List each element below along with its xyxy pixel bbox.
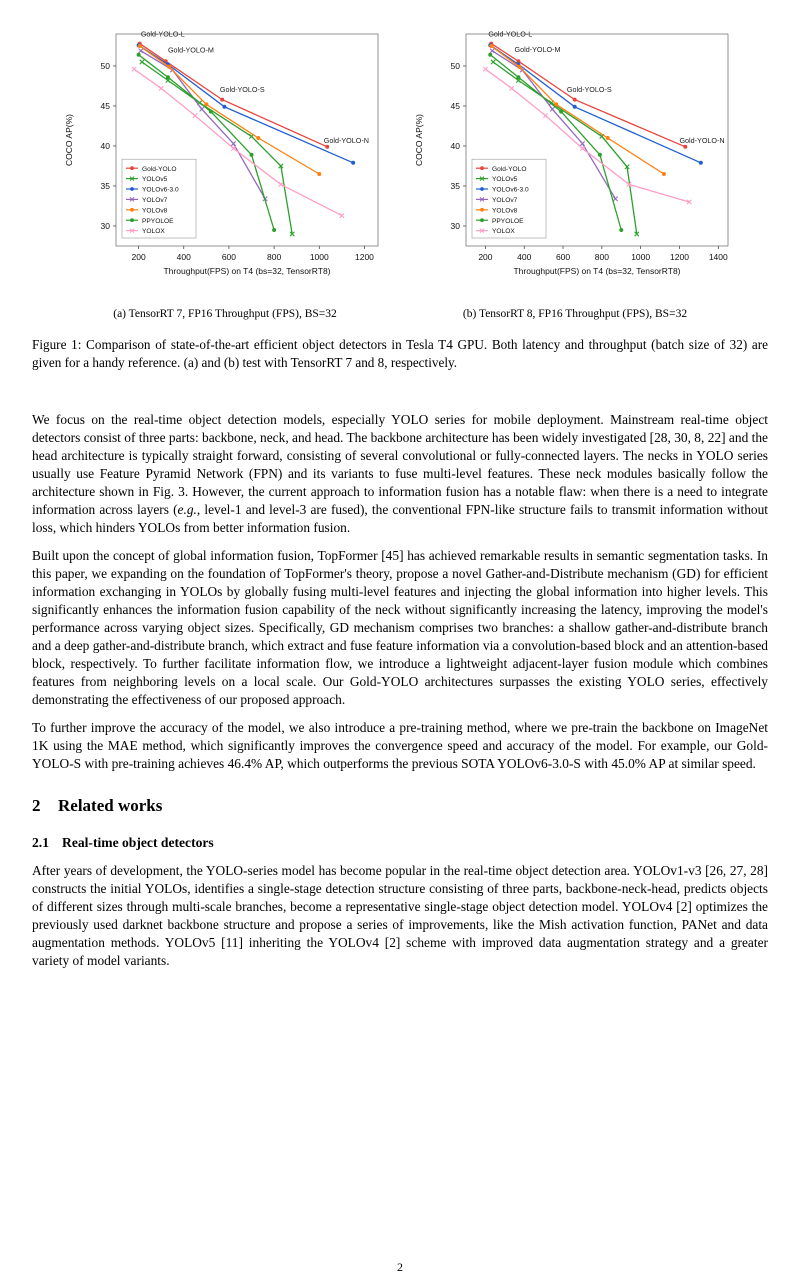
svg-text:45: 45: [450, 101, 460, 111]
svg-text:Gold-YOLO-S: Gold-YOLO-S: [219, 84, 265, 94]
svg-text:Gold-YOLO-L: Gold-YOLO-L: [140, 29, 185, 39]
svg-text:PPYOLOE: PPYOLOE: [142, 217, 174, 225]
page-number: 2: [397, 1260, 403, 1274]
svg-text:Gold-YOLO-S: Gold-YOLO-S: [566, 84, 612, 94]
svg-text:Gold-YOLO: Gold-YOLO: [492, 165, 527, 173]
subsection-title: Real-time object detectors: [62, 834, 214, 850]
svg-text:YOLOv8: YOLOv8: [492, 207, 518, 215]
svg-text:30: 30: [100, 221, 110, 231]
subcaptions: [0, 308, 800, 320]
svg-text:30: 30: [450, 221, 460, 231]
section-heading-2: [32, 795, 768, 818]
svg-text:35: 35: [450, 181, 460, 191]
svg-text:COCO AP(%): COCO AP(%): [414, 114, 424, 166]
paragraph-1-italic: e.g.: [177, 502, 197, 518]
svg-text:YOLOX: YOLOX: [142, 228, 165, 236]
spacer: [0, 371, 800, 411]
svg-text:1200: 1200: [670, 252, 689, 262]
chart-b-svg: [410, 14, 740, 304]
paragraph-4: After years of development, the YOLO-series model has become popular in the real-time object detection area. YOLOv1-v3 [26, 27, 28] constructs the initial YOLOs, identifies a single-stage detection structure consisting of three parts, backbone-neck-head, predicts objects of different sizes through multi-scale branches, become a representative single-stage object detection model. YOLOv4 [2] optimizes the previously used darknet backbone structure and propose a series of improvements, like the Mish activation function, PANet and data augmentation methods. YOLOv5 [11] inheriting the YOLOv4 [2] scheme with improved data augmentation strategy and a greater variety of model variants.: [32, 862, 768, 968]
svg-text:800: 800: [267, 252, 282, 262]
svg-text:Gold-YOLO-M: Gold-YOLO-M: [514, 44, 561, 54]
figure-caption-label: Figure 1:: [32, 337, 82, 352]
svg-text:Throughput(FPS) on T4 (bs=32,: Throughput(FPS) on T4 (bs=32, TensorRT8): [513, 266, 681, 276]
charts-row: [0, 14, 800, 304]
svg-text:PPYOLOE: PPYOLOE: [492, 217, 524, 225]
svg-text:YOLOv6-3.0: YOLOv6-3.0: [142, 186, 179, 194]
paragraph-2: Built upon the concept of global information fusion, TopFormer [45] has achieved remarkable results in semantic segmentation tasks. In this paper, we expanding on the foundation of TopFormer's theory, propose a novel Gather-and-Distribute mechanism (GD) for efficient information exchanging in YOLOs by globally fusing multi-level features and injecting the global information into higher levels. This significantly enhances the information fusion capability of the neck without significantly increasing the latency, improving the model's performance across varying object sizes. Specifically, GD mechanism comprises two branches: a shallow gather-and-distribute branch and a deep gather-and-distribute branch, which extract and fuse feature information via a convolution-based block and an attention-based block, respectively. To further facilitate information flow, we introduce a lightweight adjacent-layer fusion module which combines features from neighboring levels on a local scale. Our Gold-YOLO architectures surpasses the existing YOLO series, effectively demonstrating the effectiveness of our proposed approach.: [32, 547, 768, 708]
svg-text:200: 200: [131, 252, 146, 262]
svg-text:YOLOX: YOLOX: [492, 228, 515, 236]
paragraph-1: [32, 411, 768, 537]
svg-text:Gold-YOLO: Gold-YOLO: [142, 165, 177, 173]
subcaption-a: (a) TensorRT 7, FP16 Throughput (FPS), BS=32: [113, 308, 337, 320]
svg-text:1000: 1000: [309, 252, 329, 262]
svg-text:50: 50: [450, 61, 460, 71]
svg-text:YOLOv8: YOLOv8: [142, 207, 168, 215]
svg-text:1000: 1000: [631, 252, 651, 262]
svg-text:COCO AP(%): COCO AP(%): [64, 114, 74, 166]
svg-text:400: 400: [517, 252, 532, 262]
svg-text:YOLOv5: YOLOv5: [142, 176, 168, 184]
svg-text:800: 800: [594, 252, 609, 262]
paragraph-1-part2: , level-1 and level-3 are fused), the conventional FPN-like structure fails to transmit information without loss, which hinders YOLOs from better information fusion.: [32, 502, 768, 536]
svg-text:45: 45: [100, 101, 110, 111]
subcaption-b: (b) TensorRT 8, FP16 Throughput (FPS), BS=32: [462, 308, 688, 320]
svg-text:40: 40: [100, 141, 110, 151]
figure-caption: [32, 336, 768, 371]
svg-text:YOLOv5: YOLOv5: [492, 176, 518, 184]
figure-caption-text: Comparison of state-of-the-art efficient object detectors in Tesla T4 GPU. Both latency and throughput (batch size of 32) are given for a handy reference. (a) and (b) test with TensorRT 7 and 8, respectively.: [32, 337, 768, 370]
figure-1: [0, 0, 800, 371]
svg-text:Throughput(FPS) on T4 (bs=32,: Throughput(FPS) on T4 (bs=32, TensorRT8): [163, 266, 331, 276]
chart-b: [410, 14, 740, 304]
svg-text:200: 200: [478, 252, 493, 262]
svg-text:1400: 1400: [708, 252, 728, 262]
paragraph-3: To further improve the accuracy of the model, we also introduce a pre-training method, where we pre-train the backbone on ImageNet 1K using the MAE method, which significantly improves the convergence speed and accuracy of the model. For example, our Gold-YOLO-S with pre-training achieves 46.4% AP, which outperforms the previous SOTA YOLOv6-3.0-S with 45.0% AP at similar speed.: [32, 719, 768, 771]
svg-text:600: 600: [221, 252, 237, 262]
body-column: [32, 411, 768, 970]
svg-text:Gold-YOLO-N: Gold-YOLO-N: [323, 136, 369, 145]
svg-text:50: 50: [100, 61, 110, 71]
svg-text:600: 600: [555, 252, 571, 262]
section-number: 2: [32, 795, 41, 815]
svg-text:1200: 1200: [354, 252, 374, 262]
chart-a: [60, 14, 390, 304]
svg-text:40: 40: [450, 141, 460, 151]
paragraph-1-part1: We focus on the real-time object detection models, especially YOLO series for mobile deployment. Mainstream real-time object detectors consist of three parts: backbone, neck, and head. The backbone architecture has been widely investigated [28, 30, 8, 22] and the head architecture is typically straight forward, consisting of several convolutional or fully-connected layers. The necks in YOLO series usually use Feature Pyramid Network (FPN) and its variants to fuse multi-level features. These neck modules basically follow the architecture shown in Fig. 3. However, the current approach to information fusion has a notable flaw: when there is a need to integrate information across layers (: [32, 412, 768, 518]
section-title: Related works: [58, 795, 163, 815]
svg-text:Gold-YOLO-M: Gold-YOLO-M: [167, 45, 214, 55]
subsection-number: 2.1: [32, 834, 49, 850]
svg-text:YOLOv7: YOLOv7: [142, 197, 168, 204]
svg-text:YOLOv6-3.0: YOLOv6-3.0: [492, 186, 529, 194]
subsection-heading-2-1: [32, 834, 768, 852]
svg-text:400: 400: [176, 252, 191, 262]
svg-text:Gold-YOLO-N: Gold-YOLO-N: [679, 136, 725, 145]
chart-a-svg: [60, 14, 390, 304]
svg-text:Gold-YOLO-L: Gold-YOLO-L: [488, 29, 533, 39]
svg-text:YOLOv7: YOLOv7: [492, 197, 518, 204]
svg-text:35: 35: [100, 181, 110, 191]
